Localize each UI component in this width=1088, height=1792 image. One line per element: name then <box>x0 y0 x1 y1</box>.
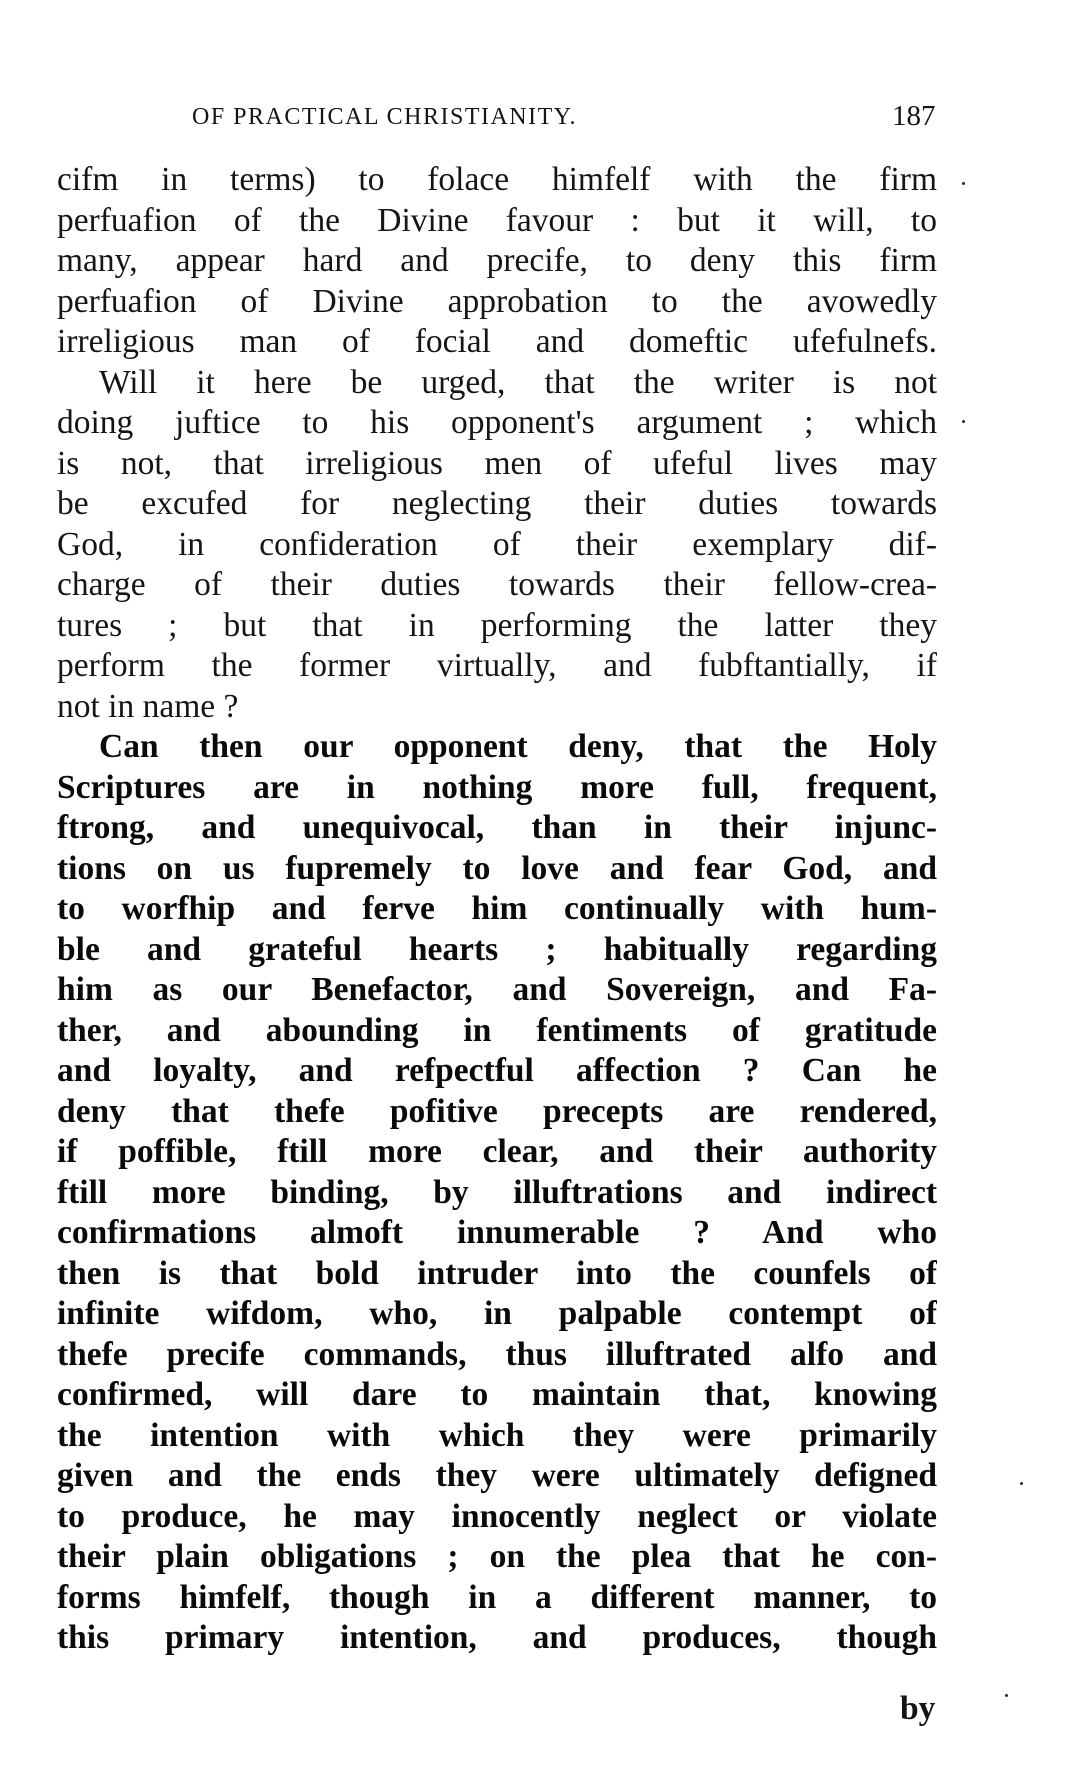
ink-speck <box>1020 1482 1023 1485</box>
text-line: perfuafion of the Divine favour : but it will, to <box>57 201 937 239</box>
text-line: confirmed, will dare to maintain that, knowing <box>57 1376 937 1413</box>
ink-speck <box>962 182 965 185</box>
text-line: the intention with which they were primarily <box>57 1416 937 1454</box>
text-line: tions on us fupremely to love and fear God, and <box>57 849 937 887</box>
text-line: many, appear hard and precife, to deny this firm <box>57 242 937 279</box>
text-line: perform the former virtually, and fubftantially, if <box>57 647 937 684</box>
text-line: deny that thefe pofitive precepts are rendered, <box>57 1092 937 1130</box>
text-line: ther, and abounding in fentiments of gratitude <box>57 1011 937 1049</box>
text-line: cifm in terms) to folace himfelf with the firm <box>57 161 937 198</box>
ink-speck <box>962 420 965 423</box>
paragraph-start-line: Will it here be urged, that the writer is not <box>99 363 937 401</box>
text-line: irreligious man of focial and domeftic ufefulnefs. <box>57 323 937 360</box>
text-line: given and the ends they were ultimately defigned <box>57 1457 937 1494</box>
text-line: ble and grateful hearts ; habitually regarding <box>57 930 937 968</box>
text-line: their plain obligations ; on the plea that he con- <box>57 1538 937 1575</box>
text-line: thefe precife commands, thus illuftrated alfo and <box>57 1335 937 1373</box>
text-line: not in name ? <box>57 687 239 725</box>
text-line: tures ; but that in performing the latter they <box>57 606 937 644</box>
text-line: charge of their duties towards their fellow-crea- <box>57 566 937 603</box>
body-text <box>57 160 937 1659</box>
text-line: then is that bold intruder into the counfels of <box>57 1254 937 1292</box>
text-line: ftill more binding, by illuftrations and indirect <box>57 1173 937 1211</box>
paragraph-start-line: Can then our opponent deny, that the Holy <box>99 728 937 765</box>
text-line: to worfhip and ferve him continually with hum- <box>57 890 937 927</box>
catchword: by <box>900 1690 936 1727</box>
page-number: 187 <box>892 100 936 132</box>
text-line: confirmations almoft innumerable ? And who <box>57 1214 937 1251</box>
text-line: doing juftice to his opponent's argument ; which <box>57 404 937 441</box>
text-line: him as our Benefactor, and Sovereign, and Fa- <box>57 971 937 1008</box>
text-line: is not, that irreligious men of ufeful lives may <box>57 444 937 482</box>
text-line: infinite wifdom, who, in palpable contempt of <box>57 1295 937 1332</box>
text-line: ftrong, and unequivocal, than in their injunc- <box>57 809 937 846</box>
text-line: perfuafion of Divine approbation to the avowedly <box>57 282 937 320</box>
running-title: OF PRACTICAL CHRISTIANITY. <box>192 104 578 130</box>
text-line: if poffible, ftill more clear, and their authority <box>57 1133 937 1170</box>
text-line: forms himfelf, though in a different manner, to <box>57 1578 937 1616</box>
text-line: and loyalty, and refpectful affection ? Can he <box>57 1052 937 1089</box>
text-line: to produce, he may innocently neglect or violate <box>57 1497 937 1535</box>
text-line: be excufed for neglecting their duties towards <box>57 485 937 522</box>
ink-speck <box>1005 1694 1008 1697</box>
text-line: Scriptures are in nothing more full, frequent, <box>57 768 937 806</box>
text-line: God, in confideration of their exemplary dif- <box>57 525 937 563</box>
page-header <box>0 100 1088 140</box>
text-line: this primary intention, and produces, though <box>57 1619 937 1656</box>
